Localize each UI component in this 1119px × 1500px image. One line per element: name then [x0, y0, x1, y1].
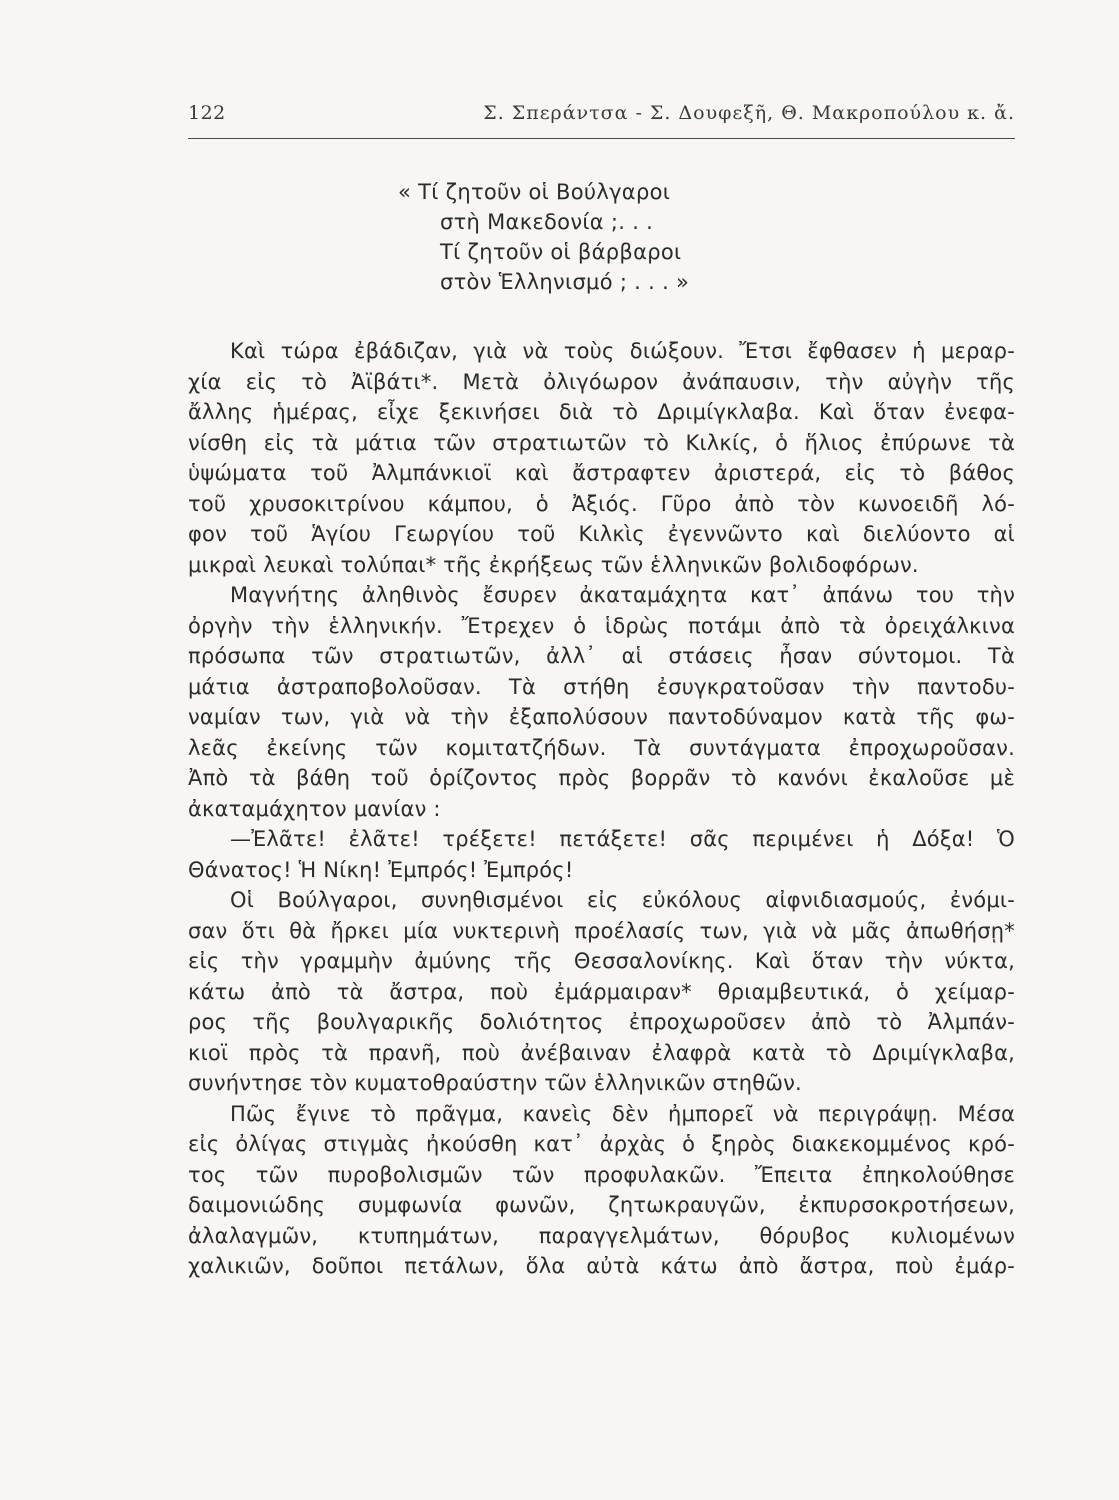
text-line: ἄλλης ἡμέρας, εἶχε ξεκινήσει διὰ τὸ Δριμίγκλαβα. Καὶ ὅταν ἐνεφα-	[188, 400, 1015, 424]
poem-line: στὴ Μακεδονία ;. . .	[440, 210, 654, 234]
text-line: Μαγνήτης ἀληθινὸς ἔσυρεν ἀκαταμάχητα κατ᾽ ἀπάνω του τὴν	[230, 583, 1015, 607]
text-line: λεᾶς ἐκείνης τῶν κομιτατζήδων. Τὰ συντάγματα ἐπροχωροῦσαν.	[188, 735, 1015, 760]
text-line: Οἱ Βούλγαροι, συνηθισμένοι εἰς εὐκόλους αἰφνιδιασμούς, ἐνόμι-	[230, 888, 1015, 912]
text-line: ὀργὴν τὴν ἑλληνικήν. Ἔτρεχεν ὁ ἱδρὼς ποτάμι ἀπὸ τὰ ὀρειχάλκινα	[188, 613, 1015, 638]
poem-quote	[398, 177, 689, 297]
text-line: εἰς ὀλίγας στιγμὰς ἠκούσθη κατ᾽ ἀρχὰς ὁ ξηρὸς διακεκομμένος κρό-	[188, 1132, 1015, 1156]
page-number: 122	[188, 102, 226, 124]
text-line: ρος τῆς βουλγαρικῆς δολιότητος ἐπροχωροῦσεν ἀπὸ τὸ Ἀλμπάν-	[188, 1010, 1015, 1034]
text-line: φον τοῦ Ἁγίου Γεωργίου τοῦ Κιλκὶς ἐγεννῶντο καὶ διελύοντο αἱ	[188, 522, 1015, 546]
poem-line: « Τί ζητοῦν οἱ Βούλγαροι	[398, 180, 671, 204]
page-header	[188, 102, 1015, 136]
text-line: Πῶς ἔγινε τὸ πρᾶγμα, κανεὶς δὲν ἠμπορεῖ νὰ περιγράψῃ. Μέσα	[230, 1101, 1015, 1126]
text-line: Καὶ τώρα ἐβάδιζαν, γιὰ νὰ τοὺς διώξουν. Ἔτσι ἔφθασεν ἡ μεραρ-	[230, 339, 1015, 363]
text-line: νίσθη εἰς τὰ μάτια τῶν στρατιωτῶν τὸ Κιλκίς, ὁ ἥλιος ἐπύρωνε τὰ	[188, 430, 1015, 455]
text-line: συνήντησε τὸν κυματοθραύστην τῶν ἑλληνικῶν στηθῶν.	[188, 1071, 802, 1095]
text-line: τοῦ χρυσοκιτρίνου κάμπου, ὁ Ἀξιός. Γῦρο ἀπὸ τὸν κωνοειδῆ λό-	[188, 491, 1015, 516]
text-line: πρόσωπα τῶν στρατιωτῶν, ἀλλ᾽ αἱ στάσεις ἦσαν σύντομοι. Τὰ	[188, 644, 1015, 668]
text-line: χία εἰς τὸ Ἀϊβάτι*. Μετὰ ὀλιγόωρον ἀνάπαυσιν, τὴν αὐγὴν τῆς	[188, 369, 1015, 394]
text-line: Ἀπὸ τὰ βάθη τοῦ ὁρίζοντος πρὸς βορρᾶν τὸ κανόνι ἐκαλοῦσε μὲ	[188, 766, 1015, 790]
poem-line: στὸν Ἑλληνισμό ; . . . »	[440, 270, 690, 294]
text-line: χαλικιῶν, δοῦποι πετάλων, ὅλα αὐτὰ κάτω ἀπὸ ἄστρα, ποὺ ἐμάρ-	[188, 1254, 1015, 1278]
text-line: ἀκαταμάχητον μανίαν :	[188, 796, 441, 821]
text-line: Θάνατος! Ἡ Νίκη! Ἐμπρός! Ἐμπρός!	[188, 857, 574, 882]
body-text	[188, 336, 1015, 1282]
text-line: ὑψώματα τοῦ Ἀλμπάνκιοϊ καὶ ἄστραφτεν ἀριστερά, εἰς τὸ βάθος	[188, 461, 1015, 485]
poem-line: Τί ζητοῦν οἱ βάρβαροι	[440, 240, 682, 264]
text-line: κάτω ἀπὸ τὰ ἄστρα, ποὺ ἐμάρμαιραν* θριαμβευτικά, ὁ χείμαρ-	[188, 979, 1015, 1004]
text-line: τος τῶν πυροβολισμῶν τῶν προφυλακῶν. Ἔπειτα ἐπηκολούθησε	[188, 1162, 1015, 1187]
header-rule	[188, 138, 1015, 139]
text-line: κιοϊ πρὸς τὰ πρανῆ, ποὺ ἀνέβαιναν ἐλαφρὰ κατὰ τὸ Δριμίγκλαβα,	[188, 1040, 1015, 1065]
running-head: Σ. Σπεράντσα - Σ. Δουφεξῆ, Θ. Μακροπούλου κ. ἄ.	[483, 102, 1015, 124]
text-line: δαιμονιώδης συμφωνία φωνῶν, ζητωκραυγῶν, ἐκπυρσοκροτήσεων,	[188, 1193, 1015, 1217]
text-line: μικραὶ λευκαὶ τολύπαι* τῆς ἐκρήξεως τῶν ἑλληνικῶν βολιδοφόρων.	[188, 552, 919, 577]
text-line: ἀλαλαγμῶν, κτυπημάτων, παραγγελμάτων, θόρυβος κυλιομένων	[188, 1223, 1015, 1248]
text-line: σαν ὅτι θὰ ἤρκει μία νυκτερινὴ προέλασίς των, γιὰ νὰ μᾶς ἀπωθήσῃ*	[188, 918, 1015, 943]
text-line: μάτια ἀστραποβολοῦσαν. Τὰ στήθη ἐσυγκρατοῦσαν τὴν παντοδυ-	[188, 674, 1015, 699]
text-line: εἰς τὴν γραμμὴν ἀμύνης τῆς Θεσσαλονίκης. Καὶ ὅταν τὴν νύκτα,	[188, 949, 1015, 973]
text-line: ναμίαν των, γιὰ νὰ τὴν ἐξαπολύσουν παντοδύναμον κατὰ τῆς φω-	[188, 705, 1015, 729]
text-line: —Ἐλᾶτε! ἐλᾶτε! τρέξετε! πετάξετε! σᾶς περιμένει ἡ Δόξα! Ὁ	[230, 827, 1015, 851]
